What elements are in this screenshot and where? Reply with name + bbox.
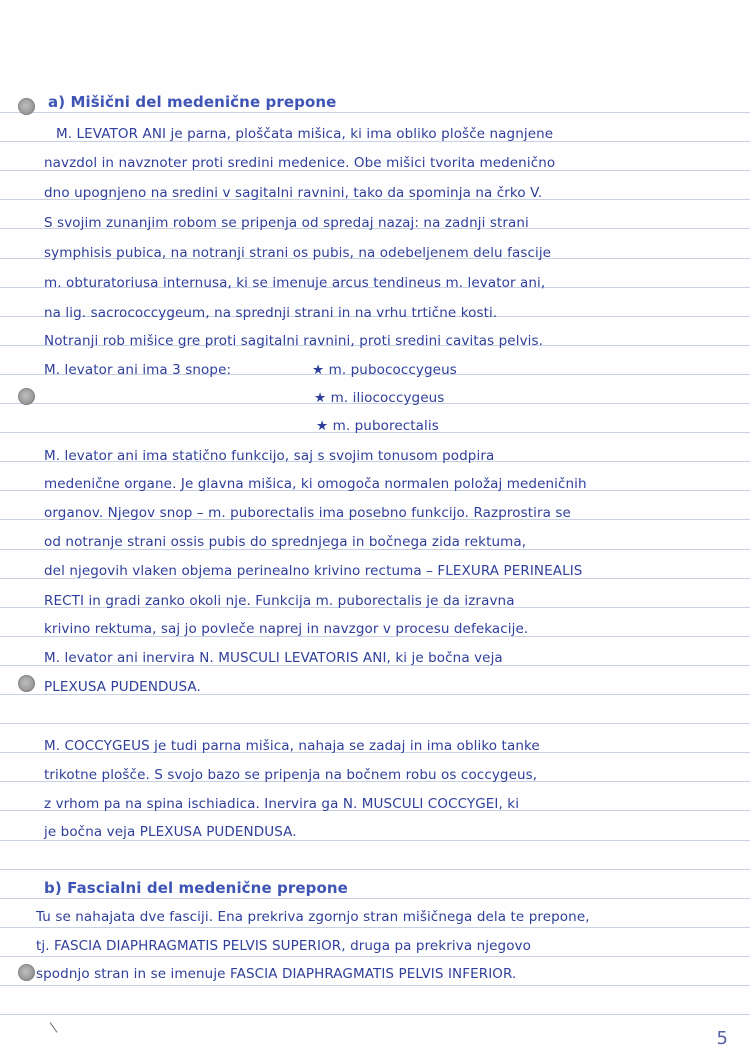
bundle-item: ★ m. iliococcygeus (314, 390, 445, 406)
punch-hole (18, 98, 35, 115)
bundle-item: ★ m. puborectalis (316, 418, 439, 434)
ruled-line (0, 956, 750, 957)
ruled-line (0, 898, 750, 899)
text-line: m. obturatoriusa internusa, ki se imenuje arcus tendineus m. levator ani, (44, 275, 546, 291)
text-line: Tu se nahajata dve fasciji. Ena prekriva zgornjo stran mišičnega dela te prepone, (36, 909, 590, 925)
punch-hole (18, 388, 35, 405)
text-line: Notranji rob mišice gre proti sagitalni ravnini, proti sredini cavitas pelvis. (44, 333, 544, 349)
ruled-line (0, 985, 750, 986)
text-line: S svojim zunanjim robom se pripenja od spredaj nazaj: na zadnji strani (44, 215, 529, 231)
punch-hole (18, 675, 35, 692)
text-line: M. levator ani ima statično funkcijo, saj s svojim tonusom podpira (44, 448, 495, 464)
text-line: del njegovih vlaken objema perinealno krivino rectuma – FLEXURA PERINEALIS (44, 563, 583, 579)
text-line: M. COCCYGEUS je tudi parna mišica, nahaja se zadaj in ima obliko tanke (44, 738, 540, 754)
punch-hole (18, 964, 35, 981)
ruled-line (0, 869, 750, 870)
text-line: RECTI in gradi zanko okoli nje. Funkcija m. puborectalis je da izravna (44, 593, 515, 609)
text-line: symphisis pubica, na notranji strani os pubis, na odebeljenem delu fascije (44, 245, 552, 261)
text-line: M. levator ani inervira N. MUSCULI LEVATORIS ANI, ki je bočna veja (44, 650, 503, 666)
text-line: M. LEVATOR ANI je parna, ploščata mišica, ki ima obliko plošče nagnjene (56, 126, 554, 142)
bundle-item: ★ m. pubococcygeus (312, 362, 457, 378)
ruled-line (0, 927, 750, 928)
pen-mark (50, 1015, 68, 1032)
text-line: od notranje strani ossis pubis do sprednjega in bočnega zida rektuma, (44, 534, 527, 550)
text-line: krivino rektuma, saj jo povleče naprej in navzgor v procesu defekacije. (44, 621, 529, 637)
ruled-line (0, 112, 750, 113)
page-number: 5 (716, 1028, 728, 1049)
text-line: z vrhom pa na spina ischiadica. Inervira ga N. MUSCULI COCCYGEI, ki (44, 796, 520, 812)
section-a-heading: a) Mišični del medenične prepone (48, 93, 337, 111)
text-line: spodnjo stran in se imenuje FASCIA DIAPHRAGMATIS PELVIS INFERIOR. (36, 966, 517, 982)
ruled-line (0, 723, 750, 724)
text-line: medenične organe. Je glavna mišica, ki omogoča normalen položaj medeničnih (44, 476, 587, 492)
text-line: organov. Njegov snop – m. puborectalis ima posebno funkcijo. Razprostira se (44, 505, 571, 521)
text-line: dno upognjeno na sredini v sagitalni ravnini, tako da spominja na črko V. (44, 185, 543, 201)
section-b-heading: b) Fascialni del medenične prepone (44, 879, 348, 897)
ruled-line (0, 1014, 750, 1015)
text-line: trikotne plošče. S svojo bazo se pripenja na bočnem robu os coccygeus, (44, 767, 538, 783)
text-line: tj. FASCIA DIAPHRAGMATIS PELVIS SUPERIOR, druga pa prekriva njegovo (36, 938, 531, 954)
text-line: je bočna veja PLEXUSA PUDENDUSA. (44, 824, 297, 840)
text-line: PLEXUSA PUDENDUSA. (44, 679, 201, 695)
text-line: na lig. sacrococcygeum, na sprednji strani in na vrhu trtične kosti. (44, 305, 498, 321)
text-line: navzdol in navznoter proti sredini medenice. Obe mišici tvorita medenično (44, 155, 556, 171)
text-line: M. levator ani ima 3 snope: (44, 362, 232, 378)
